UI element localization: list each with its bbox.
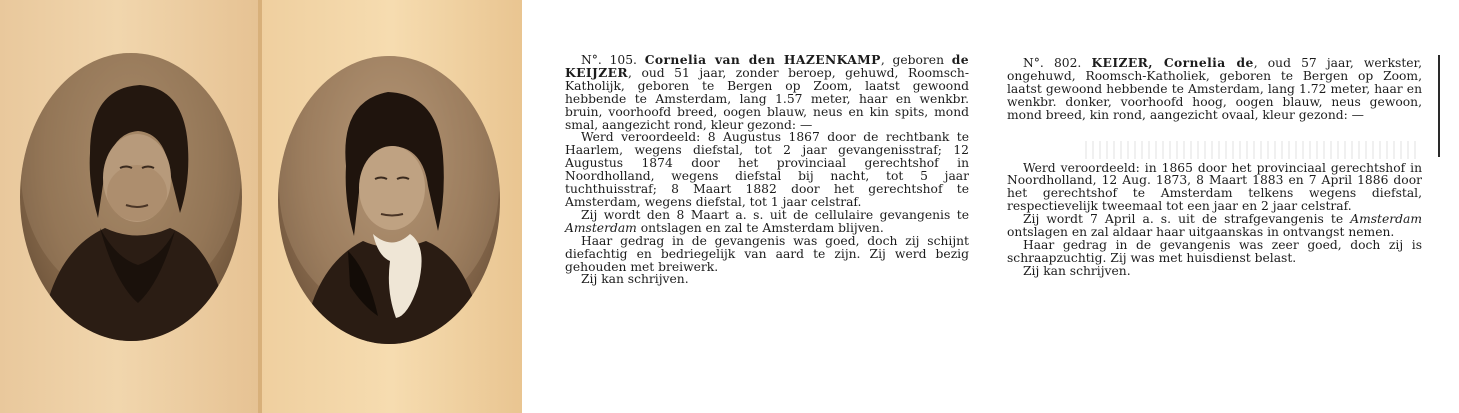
record-802-convictions: Werd veroordeeld: in 1865 door het provinciaal gerechtshof in Noordholland, 12 Aug. 1873, 8 Maart 1883 en 7 April 1886 door het gerechtshof te Amsterdam telkens wegens diefstal, respectievelijk tweemaal tot een jaar en 2 jaar celstraf.	[1007, 160, 1422, 214]
record-text: Zij wordt 7 April a. s. uit de strafgevangenis te	[1023, 212, 1344, 227]
portrait-figure-left	[20, 53, 242, 341]
portrait-photo-left	[20, 53, 242, 341]
record-802-conduct: Haar gedrag in de gevangenis was zeer goed, doch zij is schraapzuchtig. Zij was met huisdienst belast.	[1007, 237, 1422, 265]
record-105-literacy: Zij kan schrijven.	[581, 272, 689, 287]
photo-card-left	[0, 0, 261, 413]
place-name: Amsterdam	[565, 220, 637, 235]
record-802-release	[1007, 213, 1422, 239]
record-text: ontslagen en zal te Amsterdam blijven.	[640, 220, 884, 235]
maiden-name: de KEIJZER	[565, 52, 969, 80]
record-name: Cornelia van den HAZENKAMP	[644, 52, 881, 67]
record-105-description	[565, 54, 969, 131]
record-text: Zij wordt den 8 Maart a. s. uit de cellulaire gevangenis te	[581, 207, 969, 222]
portrait-photo-right	[278, 56, 500, 344]
record-number: N°. 802.	[1023, 56, 1082, 70]
margin-rule	[1438, 55, 1440, 157]
portrait-figure-right	[278, 56, 500, 344]
record-text: , geboren	[880, 53, 944, 67]
record-text: , oud 57 jaar, werkster, ongehuwd, Roomsch-Katholiek, geboren te Bergen op Zoom, laatst gewoond hebbende te Amsterdam, lang 1.72 meter, haar en wenkbr. donker, voorhoofd hoog, oogen blauw, neus gewoon, mond breed, kin rond, aangezicht ovaal, kleur gezond: —	[1007, 56, 1422, 122]
record-name: KEIZER, Cornelia de	[1091, 55, 1254, 70]
record-802-literacy: Zij kan schrijven.	[1023, 263, 1131, 278]
record-105-release	[565, 209, 969, 235]
record-105-conduct: Haar gedrag in de gevangenis was goed, doch zij schijnt diefachtig en bedriegelijk van aard te zijn. Zij werd bezig gehouden met breiwerk.	[565, 233, 969, 274]
record-text: ontslagen en zal aldaar haar uitgaanskas in ontvangst nemen.	[1007, 225, 1395, 240]
record-text: , oud 51 jaar, zonder beroep, gehuwd, Roomsch-Katholijk, geboren te Bergen op Zoom, laatst gewoond hebbende te Amsterdam, lang 1.57 meter, haar en wenkbr. bruin, voorhoofd breed, oogen blauw, neus en kin spits, mond smal, aangezicht rond, kleur gezond: —	[565, 65, 969, 132]
card-divider	[258, 0, 262, 413]
scan-artifact	[1085, 141, 1421, 159]
record-802-description	[1007, 57, 1422, 122]
photo-card-right	[261, 0, 522, 413]
record-105	[565, 54, 969, 286]
record-number: N°. 105.	[581, 53, 637, 67]
record-105-convictions: Werd veroordeeld: 8 Augustus 1867 door de rechtbank te Haarlem, wegens diefstal, tot 2 jaar gevangenisstraf; 12 Augustus 1874 door het provinciaal gerechtshof in Noordholland, wegens diefstal bij nacht, tot 5 jaar tuchthuisstraf; 8 Maart 1882 door het gerechtshof te Amsterdam, wegens diefstal, tot 1 jaar celstraf.	[565, 130, 969, 209]
record-802	[1007, 57, 1422, 278]
place-name: Amsterdam	[1350, 212, 1422, 227]
